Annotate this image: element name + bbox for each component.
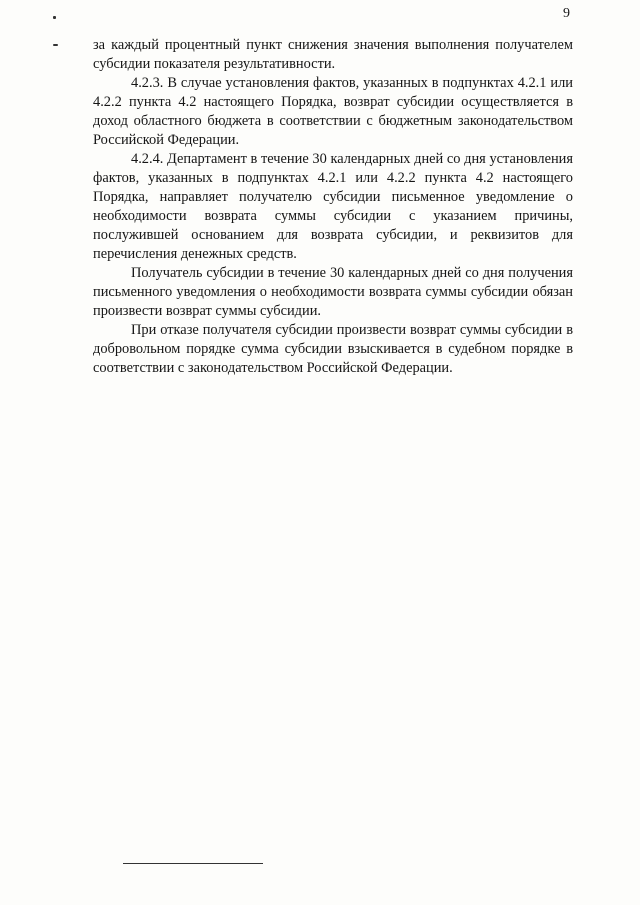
paragraph-continuation: за каждый процентный пункт снижения значения выполнения получателем субсидии показателя результативности. <box>93 37 573 72</box>
footnote-rule <box>123 863 263 864</box>
margin-dot-mark <box>53 16 56 19</box>
paragraph-4-2-4: 4.2.4. Департамент в течение 30 календарных дней со дня установления фактов, указанных в подпунктах 4.2.1 или 4.2.2 пункта 4.2 настоящего Порядка, направляет получателю субсидии письменное уведомление о необходимости возврата суммы субсидии с указанием причины, послужившей основанием для возврата субсидии, и реквизитов для перечисления денежных средств. <box>93 151 573 262</box>
margin-dash-mark <box>53 44 58 46</box>
paragraph-refusal-recovery: При отказе получателя субсидии произвести возврат суммы субсидии в добровольном порядке сумма субсидии взыскивается в судебном порядке в соответствии с законодательством Российской Федерации. <box>93 322 573 376</box>
page-number: 9 <box>563 6 570 21</box>
paragraph-4-2-3: 4.2.3. В случае установления фактов, указанных в подпунктах 4.2.1 или 4.2.2 пункта 4.2 настоящего Порядка, возврат субсидии осуществляется в доход областного бюджета в соответствии с бюджетным законодательством Российской Федерации. <box>93 75 573 148</box>
paragraph-recipient-obligation: Получатель субсидии в течение 30 календарных дней со дня получения письменного уведомления о необходимости возврата суммы субсидии обязан произвести возврат суммы субсидии. <box>93 265 573 319</box>
body-text <box>93 36 573 378</box>
